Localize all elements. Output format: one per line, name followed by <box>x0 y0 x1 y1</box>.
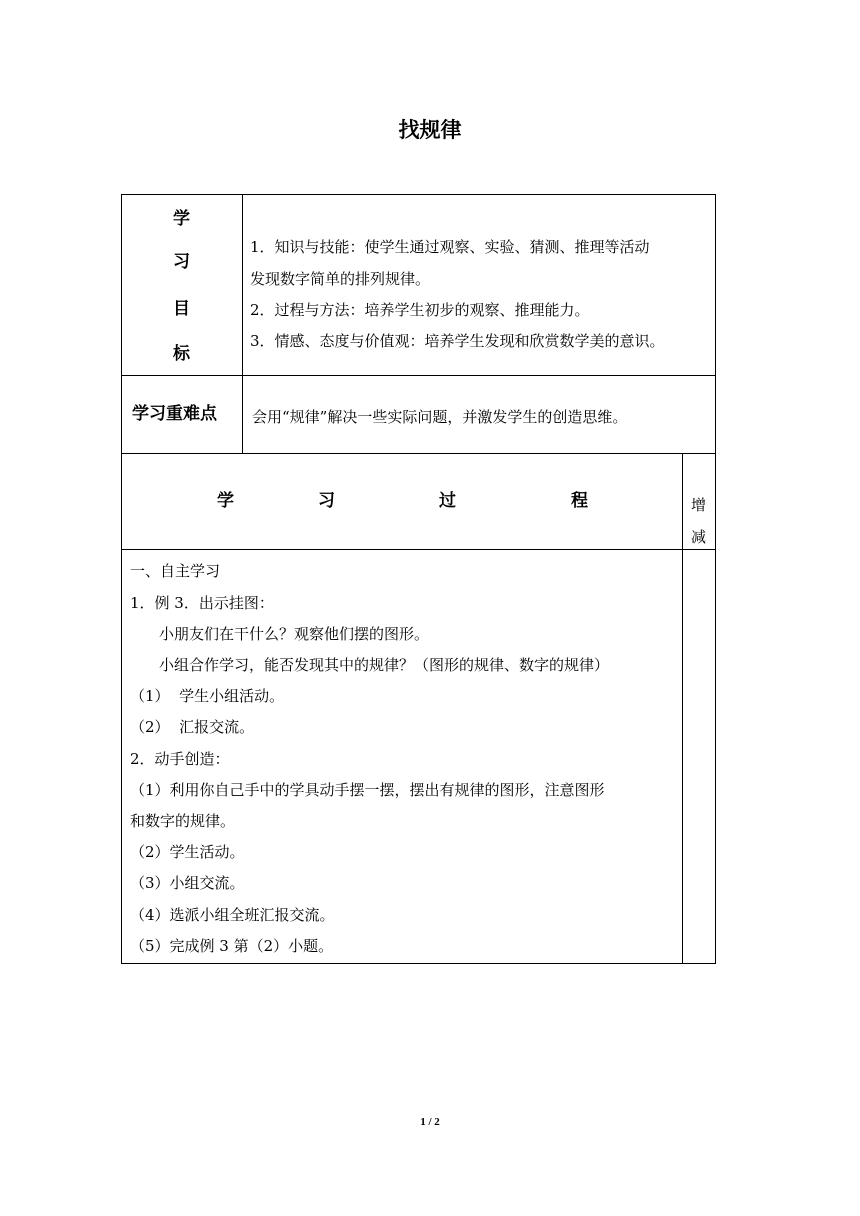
process-line: （5）完成例 3 第（2）小题。 <box>130 937 334 955</box>
objectives-label-char: 习 <box>173 252 190 272</box>
objectives-label-char: 学 <box>173 209 190 229</box>
row-divider-2 <box>121 453 716 454</box>
row-divider-1 <box>121 375 716 376</box>
process-line: 小组合作学习，能否发现其中的规律？（图形的规律、数字的规律） <box>159 656 610 674</box>
process-line: （1）利用你自己手中的学具动手摆一摆，摆出有规律的图形，注意图形 <box>130 781 605 799</box>
process-line: 1．例 3．出示挂图： <box>130 594 274 612</box>
objectives-label-char: 标 <box>173 344 190 364</box>
table-border-top <box>121 194 716 195</box>
lesson-table <box>121 194 716 964</box>
page-title: 找规律 <box>398 118 462 142</box>
process-header-char: 程 <box>571 491 588 511</box>
key-points-text: 会用“规律”解决一些实际问题，并激发学生的创造思维。 <box>252 408 628 426</box>
objectives-label-char: 目 <box>173 299 190 319</box>
process-line: （1） 学生小组活动。 <box>130 687 285 705</box>
process-line: （2）学生活动。 <box>130 843 245 861</box>
key-points-label: 学习重难点 <box>132 404 217 424</box>
page-number: 1 / 2 <box>420 1116 440 1128</box>
side-column-divider <box>682 453 683 964</box>
table-border-bottom <box>121 963 716 964</box>
process-line: （3）小组交流。 <box>130 874 245 892</box>
process-header-char: 过 <box>439 491 456 511</box>
process-header-char: 学 <box>217 491 234 511</box>
process-header-char: 习 <box>318 491 335 511</box>
row-divider-3 <box>121 549 716 550</box>
label-column-divider <box>242 194 243 454</box>
process-line: 2．动手创造： <box>130 750 230 768</box>
table-border-left <box>121 194 122 964</box>
objective-item: 1．知识与技能：使学生通过观察、实验、猜测、推理等活动 <box>250 238 650 256</box>
table-border-right <box>715 194 716 964</box>
process-line: （4）选派小组全班汇报交流。 <box>130 906 335 924</box>
process-line: 和数字的规律。 <box>130 812 236 830</box>
side-header-char: 增 <box>691 496 707 514</box>
objective-item: 3．情感、态度与价值观：培养学生发现和欣赏数学美的意识。 <box>250 332 665 350</box>
side-header-char: 减 <box>691 528 707 546</box>
process-line: 小朋友们在干什么？观察他们摆的图形。 <box>159 625 430 643</box>
objective-item: 2．过程与方法：培养学生初步的观察、推理能力。 <box>250 301 590 319</box>
process-line: 一、自主学习 <box>130 562 221 580</box>
objective-item: 发现数字简单的排列规律。 <box>250 270 431 288</box>
process-line: （2） 汇报交流。 <box>130 718 255 736</box>
